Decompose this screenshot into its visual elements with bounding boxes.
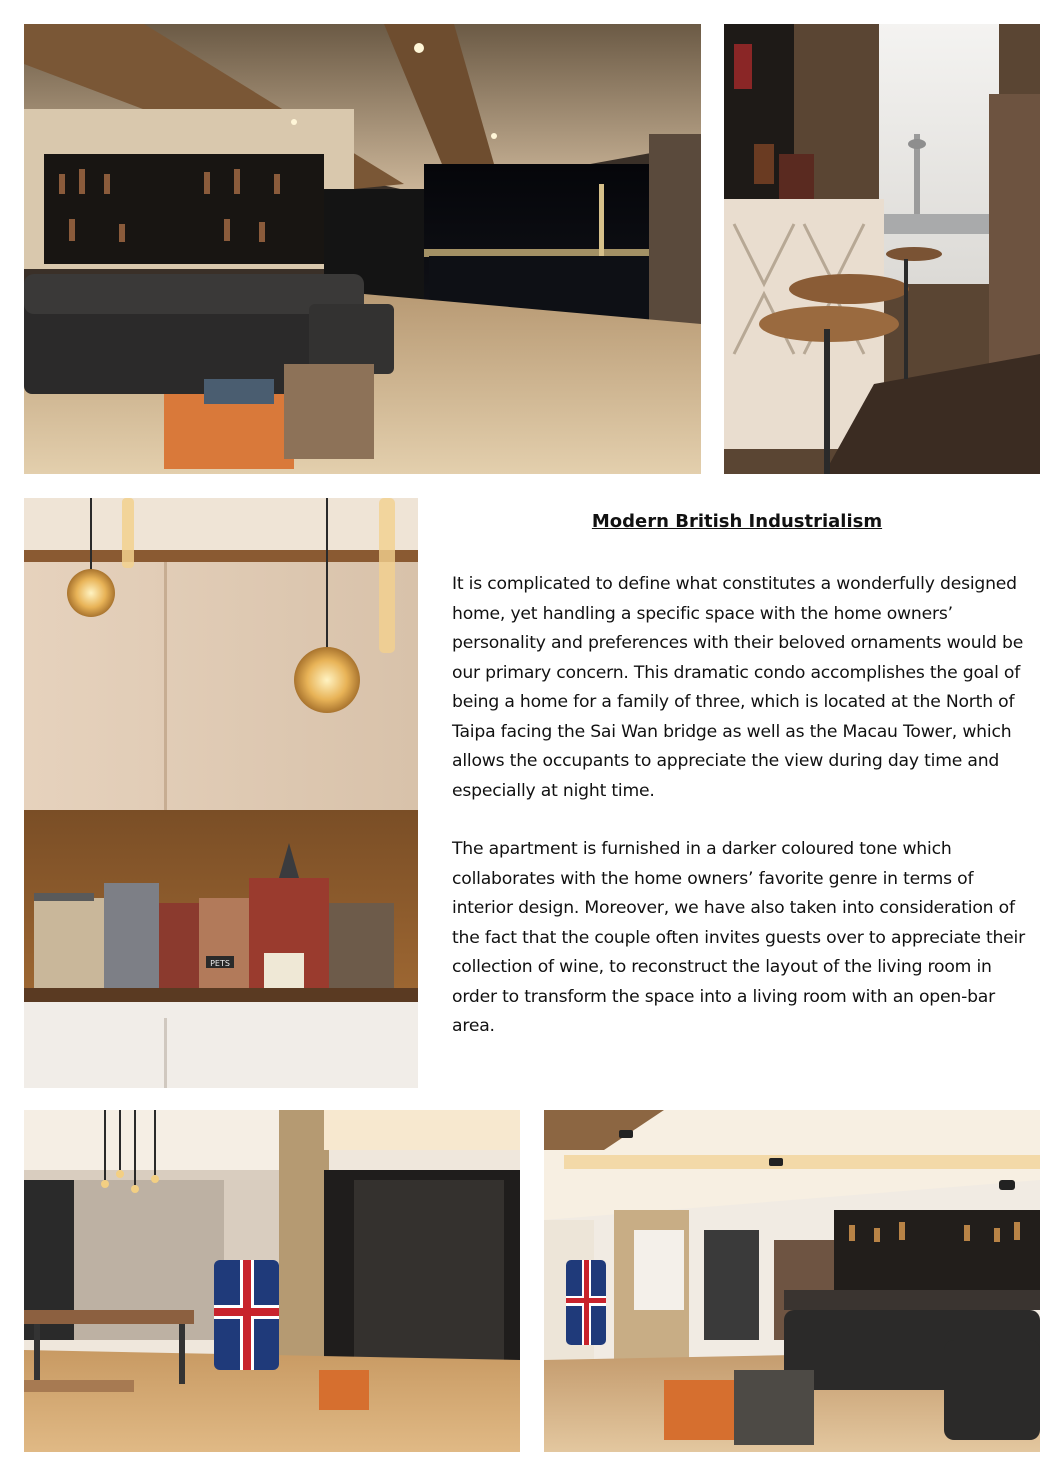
- article-title: Modern British Industrialism: [591, 511, 883, 532]
- article-paragraph-1: It is complicated to define what constitutes a wonderfully designed home, yet handling a specific space with the home owners’ personality and preferences with their beloved ornaments would be our primary concern. This dramatic condo accomplishes the goal of being a home for a family of three, which is located at the North of Taipa facing the Sai Wan bridge as well as the Macau Tower, which allows the occupants to appreciate the view during day time and especially at night time.: [452, 574, 1024, 801]
- article-text-block: [452, 505, 1032, 1071]
- dining-area-photo: [24, 1110, 520, 1452]
- living-room-night-photo: [24, 24, 701, 474]
- bar-stools-photo: [724, 24, 1040, 474]
- open-bar-living-room-photo: [544, 1110, 1040, 1452]
- lego-display-photo: [24, 498, 418, 1088]
- article-paragraph-2: The apartment is furnished in a darker coloured tone which collaborates with the home owners’ favorite genre in terms of interior design. Moreover, we have also taken into consideration of the fact that the couple often invites guests over to appreciate their collection of wine, to reconstruct the layout of the living room in order to transform the space into a living room with an open-bar area.: [452, 839, 1026, 1036]
- pets-sign: PETS: [210, 959, 230, 968]
